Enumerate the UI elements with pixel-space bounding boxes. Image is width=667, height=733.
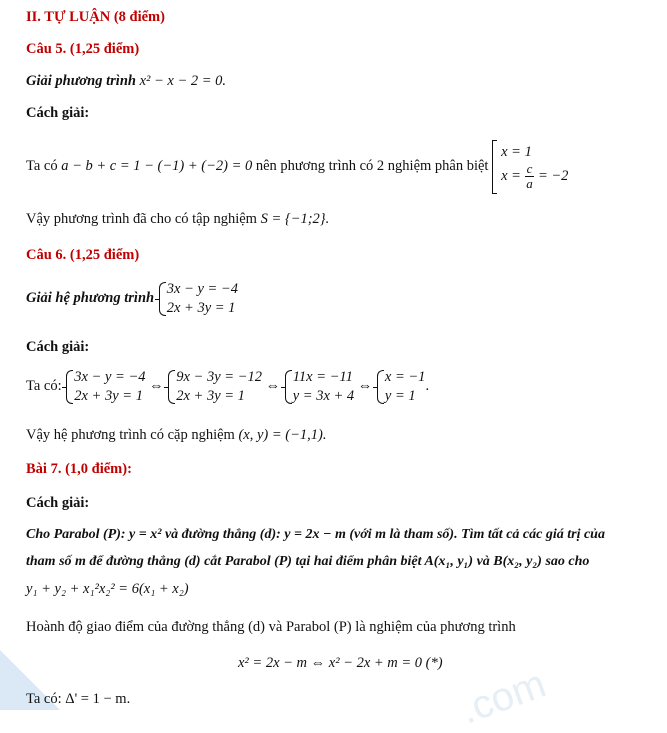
bai7-heading: Bài 7. (1,0 điểm):: [26, 461, 132, 477]
cau6-system-b: [167, 368, 262, 406]
cau5-root2: [501, 162, 568, 191]
cau6-ta-co: Ta có:: [26, 378, 62, 394]
cau5-mid-text: nên phương trình có 2 nghiệm phân biệt: [255, 158, 489, 174]
cau6-cach-giai: Cách giải:: [26, 339, 90, 355]
cau6-system-d: [376, 368, 426, 406]
bai7-solution-line2: Ta có: Δ' = 1 − m.: [26, 691, 131, 707]
cau5-root1: x = 1: [501, 144, 532, 161]
cau6-prompt: Giải hệ phương trình: [26, 290, 155, 306]
cau5-conclusion-line: [26, 210, 329, 228]
cau5-equation: x² − x − 2 = 0.: [139, 73, 227, 89]
bai7-solution-equation: x² = 2x − m ⇔ x² − 2x + m = 0 (*): [238, 655, 443, 671]
equiv-symbol: ⇔: [357, 378, 373, 394]
cau6-conclusion-line: [26, 426, 326, 444]
equiv-symbol: ⇔: [265, 378, 281, 394]
equiv-symbol: ⇔: [149, 378, 164, 394]
cau5-root2-den: a: [526, 176, 533, 192]
cau5-conclusion: Vậy phương trình đã cho có tập nghiệm: [26, 211, 257, 227]
cau6-sys-a2: 2x + 3y = 1: [166, 299, 236, 316]
cau5-prompt: Giải phương trình: [26, 73, 136, 89]
cau5-root2-fraction: [525, 162, 535, 191]
cau6-prompt-line: [26, 276, 238, 320]
cau6-sys-d2: y = 1: [384, 387, 416, 404]
cau6-sys-a1-repeat: 3x − y = −4: [74, 368, 146, 385]
cau6-pair: (x, y) = (−1,1).: [238, 427, 327, 443]
cau5-heading: Câu 5. (1,25 điểm): [26, 41, 140, 57]
cau6-sys-c2: y = 3x + 4: [292, 387, 355, 404]
watermark: .com: [455, 661, 552, 733]
cau6-sys-a1: 3x − y = −4: [166, 280, 238, 297]
cau6-sys-c1: 11x = −11: [292, 368, 353, 385]
cau5-prompt-line: [26, 72, 226, 90]
cau6-conclusion: Vậy hệ phương trình có cặp nghiệm: [26, 427, 235, 443]
section-title: II. TỰ LUẬN (8 điểm): [26, 9, 165, 25]
cau5-expr: a − b + c = 1 − (−1) + (−2) = 0: [61, 158, 253, 174]
cau5-cach-giai: Cách giải:: [26, 105, 90, 121]
cau5-root2-left: x =: [501, 168, 521, 184]
cau5-roots: [501, 142, 568, 191]
cau5-root2-num: c: [526, 161, 533, 177]
cau6-sys-b1: 9x − 3y = −12: [176, 368, 262, 385]
cau5-ta-co: Ta có: [26, 158, 58, 174]
cau5-solution-line: [26, 136, 568, 196]
cau5-set: S = {−1;2}.: [260, 211, 330, 227]
cau6-system-a: [158, 280, 238, 318]
bai7-solution-line1: Hoành độ giao điểm của đường thẳng (d) và Parabol (P) là nghiệm của phương trình: [26, 619, 516, 635]
cau6-system-a-repeat: [65, 368, 145, 406]
cau5-root2-right: = −2: [537, 168, 569, 184]
bai7-problem-line1: Cho Parabol (P): y = x² và đường thẳng (d): y = 2x − m (với m là tham số). Tìm tất cả các giá trị của: [26, 527, 605, 542]
bai7-problem-line3: y₁ + y₂ + x₁²x₂² = 6(x₁ + x₂): [26, 581, 189, 597]
cau6-sys-d1: x = −1: [384, 368, 426, 385]
cau6-solution-line: Ta có: 3x − y = −4 2x + 3y = 1 ⇔ 9x − 3y = −12 2x + 3y = 1 ⇔ 11x = −11 y = 3x + 4 ⇔ x = −1 y = 1 .: [26, 368, 430, 404]
cau6-sys-b2: 2x + 3y = 1: [176, 387, 245, 404]
bai7-cach-giai: Cách giải:: [26, 495, 90, 511]
cau5-roots-bracket: [492, 140, 497, 194]
cau6-sys-a2-repeat: 2x + 3y = 1: [74, 387, 143, 404]
bai7-problem-line2: tham số m để đường thẳng (d) cắt Parabol (P) tại hai điểm phân biệt A(x₁, y₁) và B(x₂, y₂) sao cho: [26, 554, 590, 569]
cau6-system-c: [284, 368, 354, 406]
cau6-heading: Câu 6. (1,25 điểm): [26, 247, 140, 263]
